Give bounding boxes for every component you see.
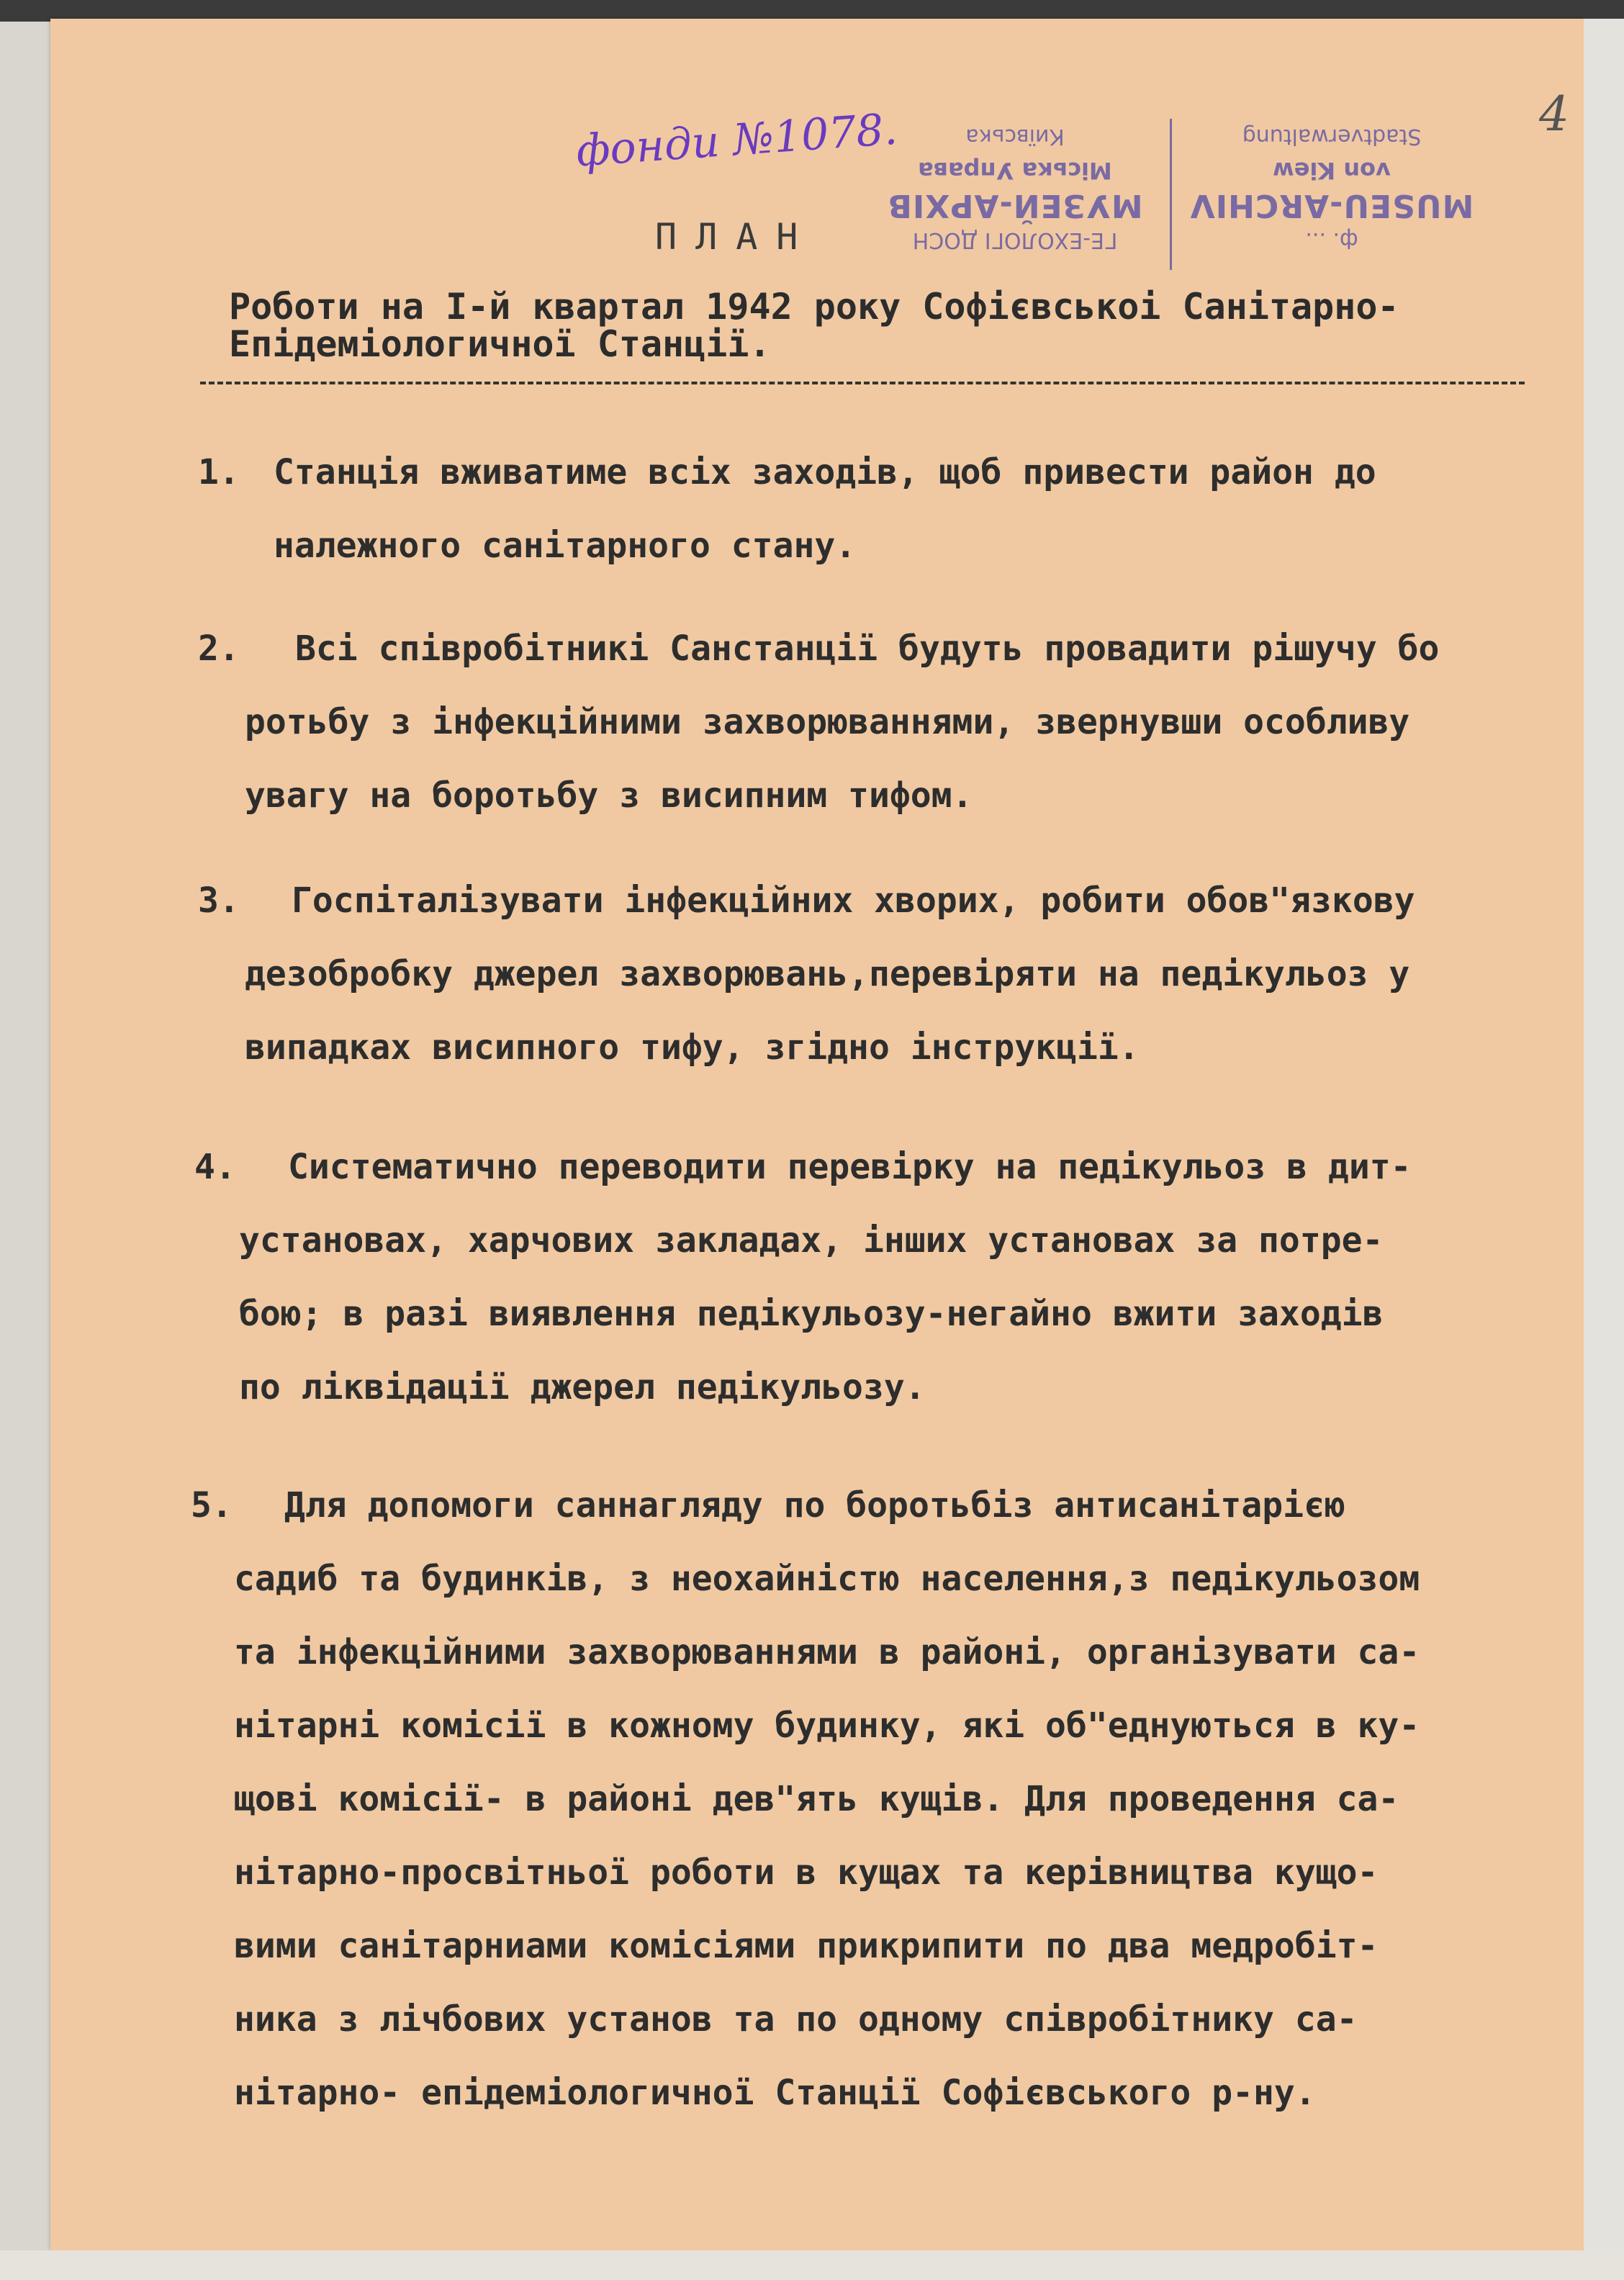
stamp-line: Київська	[965, 124, 1065, 149]
handwritten-fond-note: фонди №1078.	[574, 104, 899, 177]
item-number: 2.	[198, 628, 240, 669]
item-line: установах, харчових закладах, інших установах за потре-	[239, 1220, 1384, 1261]
item-line: Станція вживатиме всіх заходів, щоб привести район до	[274, 452, 1376, 492]
scan-right-margin	[1584, 19, 1624, 2280]
heading-line: Епідеміологичної Станції.	[229, 323, 771, 365]
item-line: Госпіталізувати інфекційних хворих, робити обов"язкову	[292, 880, 1415, 921]
item-number: 5.	[191, 1485, 233, 1526]
item-line: ротьбу з інфекційними захворюваннями, звернувши особливу	[245, 702, 1410, 742]
stamp-line: ГЕ-ЕХОЛОГІ ДОСН	[912, 227, 1118, 253]
plan-item-1	[198, 436, 1376, 582]
plan-item-2	[198, 612, 1439, 832]
item-line: нітарні комісії в кожному будинку, які об"еднуються в ку-	[234, 1706, 1420, 1746]
stamp-column-german	[1181, 119, 1483, 257]
document-heading	[229, 288, 1525, 363]
archive-page-number: 4	[1539, 86, 1569, 142]
scan-bottom-margin	[0, 2250, 1624, 2280]
stamp-line: ф. ...	[1305, 227, 1358, 253]
item-line: нітарно- епідеміологичної Станції Софієвського р-ну.	[234, 2073, 1316, 2113]
document-title: ПЛАН	[655, 216, 817, 258]
item-line: садиб та будинків, з неохайністю населення,з педікульозом	[234, 1559, 1420, 1599]
separator-line	[200, 382, 1525, 384]
heading-line: Роботи на І-й квартал 1942 року Софієвськоі Санітарно-	[229, 286, 1399, 328]
stamp-line: Міська Управа	[918, 157, 1112, 184]
item-line: нітарно-просвітньої роботи в кущах та керівництва кущо-	[234, 1852, 1379, 1893]
plan-item-4	[194, 1130, 1412, 1424]
item-line: увагу на боротьбу з висипним тифом.	[245, 775, 973, 816]
stamp-divider	[1170, 119, 1172, 270]
item-line: ника з лічбових установ та по одному співробітнику са-	[234, 1999, 1358, 2040]
item-line: випадках висипного тифу, згідно інструкції.	[245, 1027, 1140, 1068]
item-line: Всі співробітникі Санстанції будуть провадити рішучу бо	[295, 628, 1440, 669]
stamp-column-ukrainian	[864, 119, 1166, 257]
archive-stamp	[864, 112, 1512, 284]
item-number: 4.	[194, 1147, 236, 1187]
item-line: дезобробку джерел захворювань,перевіряти на педікульоз у	[245, 954, 1410, 994]
plan-item-5	[191, 1469, 1420, 2130]
item-line: щові комісії- в районі дев"ять кущів. Для проведення са-	[234, 1779, 1399, 1819]
stamp-line: von Kiew	[1273, 157, 1391, 184]
item-line: Систематично переводити перевірку на педікульоз в дит-	[288, 1147, 1412, 1187]
item-number: 3.	[198, 880, 240, 921]
item-line: бою; в разі виявлення педікульозу-негайно вжити заходів	[239, 1294, 1384, 1334]
item-line: вими санітарниами комісіями прикрипити по два медробіт-	[234, 1926, 1379, 1966]
item-line: належного санітарного стану.	[274, 526, 857, 566]
item-line: Для допомоги саннагляду по боротьбіз антисанітарією	[284, 1485, 1345, 1526]
stamp-line: Stadtverwaltung	[1242, 124, 1422, 149]
stamp-line: МУЗЕЙ-АРХІВ	[887, 187, 1143, 224]
item-number: 1.	[198, 452, 240, 492]
stamp-line: MUSEU-ARCHIV	[1189, 187, 1474, 224]
item-line: та інфекційними захворюваннями в районі, організувати са-	[234, 1632, 1420, 1672]
item-line: по ліквідації джерел педікульозу.	[239, 1367, 926, 1407]
plan-item-3	[198, 864, 1415, 1084]
